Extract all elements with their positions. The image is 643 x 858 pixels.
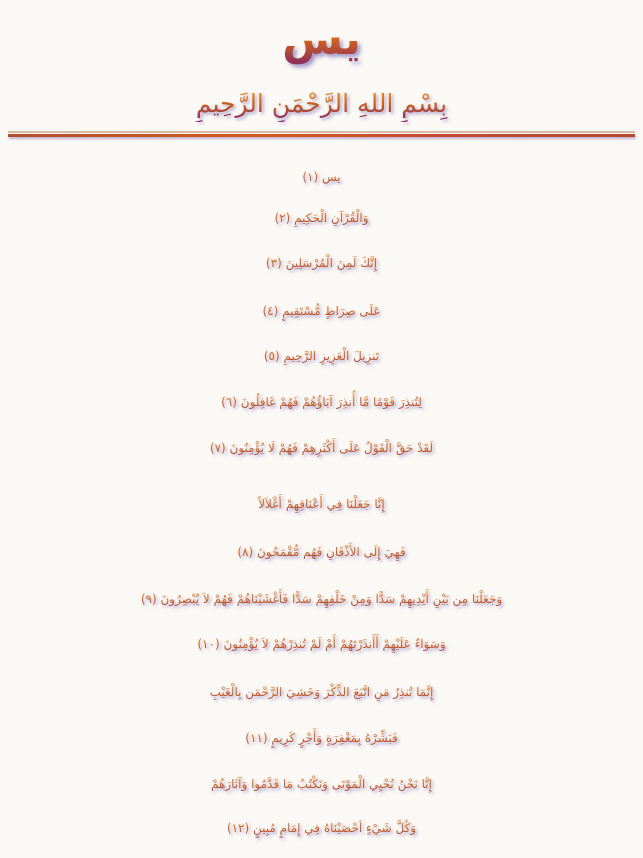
- verse-text: فَبَشِّرْهُ بِمَغْفِرَةٍ وَأَجْرٍ كَرِيمٍ: [271, 731, 398, 745]
- verse-line: [0, 431, 643, 465]
- verse-text: تَنزِيلَ الْعَزِيزِ الرَّحِيمِ: [283, 349, 380, 363]
- verse-number: (١١): [245, 731, 268, 745]
- verse-number: (٨): [237, 545, 254, 559]
- basmala: بِسْمِ اللهِ الرَّحْمَنِ الرَّحِيمِ: [0, 86, 643, 122]
- verse-text: إِنَّا جَعَلْنَا فِي أَعْنَاقِهِمْ أَغْلاَلاً: [258, 497, 385, 511]
- verse-number: (١): [302, 170, 319, 184]
- verse-line: [0, 535, 643, 569]
- verse-text: وَالْقُرْآنِ الْحَكِيمِ: [294, 211, 369, 225]
- verse-text: وَسَوَاءٌ عَلَيْهِمْ أَأَنذَرْتَهُمْ أَمْ لَمْ تُنذِرْهُمْ لاَ يُؤْمِنُونَ: [223, 637, 446, 651]
- verse-line: [0, 675, 643, 709]
- verse-number: (٥): [263, 349, 280, 363]
- verse-text: يس: [322, 170, 341, 184]
- verse-text: لَقَدْ حَقَّ الْقَوْلُ عَلَى أَكْثَرِهِمْ فَهُمْ لَا يُؤْمِنُونَ: [229, 441, 434, 455]
- verse-text: وَكُلَّ شَيْءٍ أحْصَيْنَاهُ فِي إِمَامٍ مُبِينٍ: [252, 821, 417, 835]
- verse-line: [0, 721, 643, 755]
- surah-title: يس: [0, 10, 643, 70]
- verse-line: [0, 811, 643, 845]
- verse-line: [0, 627, 643, 661]
- verse-number: (٧): [209, 441, 226, 455]
- verse-number: (١٠): [197, 637, 220, 651]
- verse-text: لِتُنذِرَ قَوْمًا مَّا أُنذِرَ آبَاؤُهُمْ فَهُمْ غَافِلُونَ: [240, 395, 422, 409]
- verse-line: [0, 582, 643, 616]
- verse-number: (٤): [262, 304, 279, 318]
- verse-line: [0, 294, 643, 328]
- verse-line: [0, 246, 643, 280]
- verse-line: [0, 339, 643, 373]
- verse-line: [0, 767, 643, 801]
- verse-line: [0, 487, 643, 521]
- verse-text: إِنَّا نَحْنُ نُحْيِي الْمَوْتَى وَنَكْتُبُ مَا قَدَّمُوا وَآثَارَهُمْ: [211, 777, 432, 791]
- verse-line: [0, 160, 643, 194]
- verse-text: عَلَى صِرَاطٍ مُّسْتَقِيمٍ: [282, 304, 381, 318]
- verse-text: إِنَّمَا تُنذِرُ مَنِ اتَّبَعَ الذِّكْرَ وَخَشِيَ الرَّحْمَن بِالْغَيْبِ: [209, 685, 434, 699]
- verse-number: (٩): [140, 592, 157, 606]
- verse-text: إِنَّكَ لَمِنَ الْمُرْسَلِينَ: [285, 256, 378, 270]
- verse-number: (٣): [265, 256, 282, 270]
- verse-text: فَهِيَ إِلَى الأَذْقَانِ فَهُم مُّقْمَحُونَ: [256, 545, 406, 559]
- verse-text: وَجَعَلْنَا مِن بَيْنِ أَيْدِيهِمْ سَدًّا وَمِنْ خَلْفِهِمْ سَدًّا فَأَغْشَيْنَاهُمْ فَهُمْ لاَ يُبْصِرُونَ: [160, 592, 503, 606]
- verse-number: (١٢): [226, 821, 250, 835]
- verse-number: (٦): [221, 395, 237, 409]
- verse-number: (٢): [274, 211, 291, 225]
- verse-line: [0, 385, 643, 419]
- verse-line: [0, 201, 643, 235]
